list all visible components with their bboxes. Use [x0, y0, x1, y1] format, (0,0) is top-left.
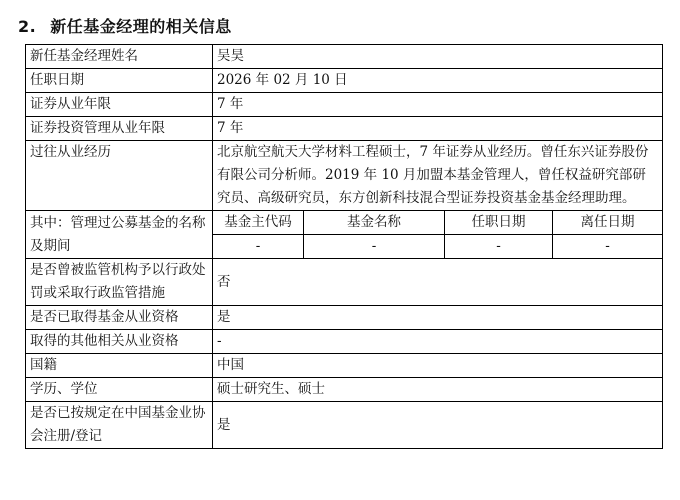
registered-value: 是: [213, 402, 663, 449]
fund-code-value: -: [255, 238, 261, 254]
table-row-experience: [26, 141, 663, 211]
table-row-penalty: [26, 259, 663, 306]
start-date-label: 任职日期: [26, 69, 213, 93]
table-row-funds-managed: [26, 211, 663, 259]
penalty-value: 否: [213, 259, 663, 306]
securities-years-label: 证券从业年限: [26, 93, 213, 117]
table-row-other-qualification: [26, 330, 663, 354]
fund-code-header: 基金主代码: [213, 211, 304, 235]
funds-header-row: [213, 211, 662, 235]
other-qualification-label: 取得的其他相关从业资格: [26, 330, 213, 354]
funds-managed-table: [213, 211, 662, 258]
section-heading: [18, 14, 232, 37]
fund-start-value: -: [445, 235, 553, 259]
manager-info-table: [25, 44, 663, 449]
name-value: 吴昊: [213, 45, 663, 69]
fund-end-header: 离任日期: [553, 211, 663, 235]
section-number: 2.: [18, 17, 37, 36]
table-row-name: [26, 45, 663, 69]
table-row-qualification: [26, 306, 663, 330]
qualification-label: 是否已取得基金从业资格: [26, 306, 213, 330]
investment-years-label: 证券投资管理从业年限: [26, 117, 213, 141]
qualification-value: 是: [213, 306, 663, 330]
table-row-education: [26, 378, 663, 402]
start-date-value: 2026 年 02 月 10 日: [213, 69, 663, 93]
education-value: 硕士研究生、硕士: [213, 378, 663, 402]
section-title: 新任基金经理的相关信息: [50, 17, 232, 36]
securities-years-value: 7 年: [213, 93, 663, 117]
registered-label: 是否已按规定在中国基金业协会注册/登记: [26, 402, 213, 449]
fund-name-header: 基金名称: [304, 211, 445, 235]
table-row-start-date: [26, 69, 663, 93]
nationality-value: 中国: [213, 354, 663, 378]
fund-end-value: -: [553, 235, 663, 259]
other-qualification-value: -: [213, 330, 663, 354]
investment-years-value: 7 年: [213, 117, 663, 141]
experience-label: 过往从业经历: [26, 141, 213, 211]
funds-managed-cell: [213, 211, 663, 259]
nationality-label: 国籍: [26, 354, 213, 378]
education-label: 学历、学位: [26, 378, 213, 402]
fund-start-header: 任职日期: [445, 211, 553, 235]
table-row-securities-years: [26, 93, 663, 117]
name-label: 新任基金经理姓名: [26, 45, 213, 69]
table-row-registered: [26, 402, 663, 449]
funds-managed-label: 其中：管理过公募基金的名称及期间: [26, 211, 213, 259]
table-row-investment-years: [26, 117, 663, 141]
experience-value: 北京航空航天大学材料工程硕士，7 年证券从业经历。曾任东兴证券股份有限公司分析师。2019 年 10 月加盟本基金管理人，曾任权益研究部研究员、高级研究员，东方创新科技混合型证券投资基金基金经理助理。: [213, 141, 663, 211]
penalty-label: 是否曾被监管机构予以行政处罚或采取行政监管措施: [26, 259, 213, 306]
funds-value-row: [213, 235, 662, 259]
fund-name-value: -: [304, 235, 445, 259]
table-row-nationality: [26, 354, 663, 378]
